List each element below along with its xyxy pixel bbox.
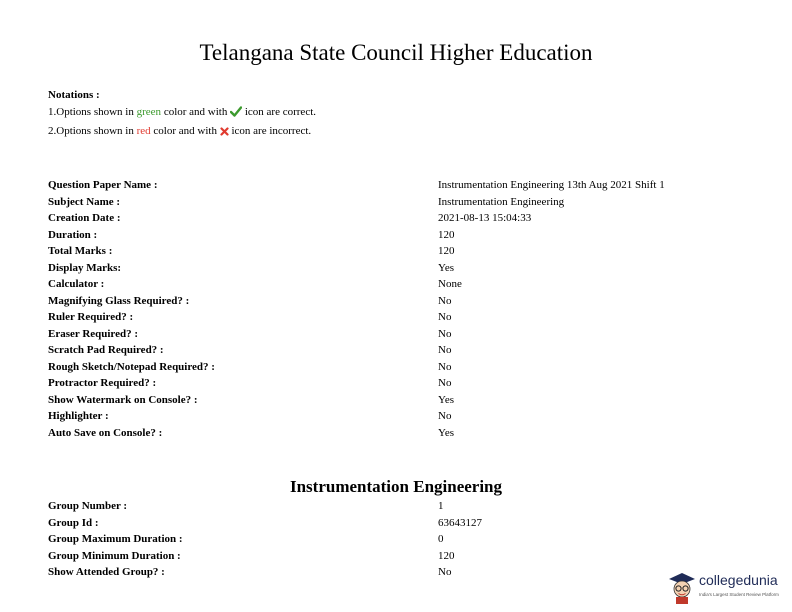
info-value: Instrumentation Engineering 13th Aug 2021 Shift 1 bbox=[438, 179, 665, 191]
notation-text: color and with bbox=[150, 125, 220, 137]
info-value: No bbox=[438, 360, 452, 373]
info-label: Group Maximum Duration : bbox=[48, 533, 183, 545]
info-label: Ruler Required? : bbox=[48, 311, 134, 323]
info-value: 63643127 bbox=[438, 516, 482, 529]
info-label: Auto Save on Console? : bbox=[48, 426, 163, 439]
info-label: Total Marks : bbox=[48, 245, 113, 257]
info-value: 120 bbox=[438, 228, 455, 241]
info-label: Protractor Required? : bbox=[48, 377, 157, 389]
info-value: 0 bbox=[438, 533, 444, 545]
logo-brand: collegedunia bbox=[699, 572, 778, 588]
notation-text: icon are incorrect. bbox=[228, 125, 312, 137]
info-value: Instrumentation Engineering bbox=[438, 195, 565, 208]
info-value: No bbox=[438, 327, 452, 340]
info-value: No bbox=[438, 566, 452, 578]
notation-text: 2.Options shown in bbox=[48, 125, 137, 137]
info-label: Group Number : bbox=[48, 500, 128, 512]
cross-icon bbox=[220, 127, 229, 139]
logo-tagline: India's Largest Student Review Platform bbox=[699, 592, 779, 597]
notation-incorrect bbox=[48, 125, 316, 139]
notations bbox=[48, 89, 316, 139]
info-value: None bbox=[438, 278, 462, 290]
info-value: No bbox=[438, 311, 452, 323]
info-value: 1 bbox=[438, 500, 444, 512]
notation-correct bbox=[48, 106, 316, 120]
info-label: Show Attended Group? : bbox=[48, 566, 165, 578]
green-word: green bbox=[136, 106, 162, 118]
info-value: 120 bbox=[438, 549, 455, 562]
info-value: No bbox=[438, 294, 452, 307]
info-label: Subject Name : bbox=[48, 195, 121, 208]
info-value: No bbox=[438, 344, 452, 356]
info-value: 2021-08-13 15:04:33 bbox=[438, 212, 532, 224]
info-label: Display Marks: bbox=[48, 261, 122, 274]
info-value: No bbox=[438, 377, 452, 389]
info-value: Yes bbox=[438, 426, 455, 439]
info-label: Creation Date : bbox=[48, 212, 121, 224]
info-value: No bbox=[438, 410, 452, 422]
info-label: Magnifying Glass Required? : bbox=[48, 294, 190, 307]
info-label: Rough Sketch/Notepad Required? : bbox=[48, 360, 215, 373]
info-label: Calculator : bbox=[48, 278, 105, 290]
info-label: Duration : bbox=[48, 228, 98, 241]
info-label: Group Minimum Duration : bbox=[48, 549, 181, 562]
notation-text: color and with bbox=[161, 106, 231, 118]
info-value: Yes bbox=[438, 393, 455, 406]
notation-text: 1.Options shown in bbox=[48, 106, 137, 118]
section-title: Instrumentation Engineering bbox=[289, 477, 503, 496]
page-title: Telangana State Council Higher Education bbox=[199, 40, 593, 65]
notation-text: icon are correct. bbox=[242, 106, 317, 118]
notations-header: Notations : bbox=[48, 89, 100, 101]
mascot-icon bbox=[668, 570, 696, 604]
info-label: Question Paper Name : bbox=[48, 179, 158, 191]
info-label: Scratch Pad Required? : bbox=[48, 344, 164, 356]
info-label: Eraser Required? : bbox=[48, 327, 139, 340]
red-word: red bbox=[136, 125, 151, 137]
info-value: Yes bbox=[438, 261, 455, 274]
check-icon bbox=[230, 106, 242, 120]
info-value: 120 bbox=[438, 245, 455, 257]
info-label: Show Watermark on Console? : bbox=[48, 393, 198, 406]
info-label: Highlighter : bbox=[48, 410, 109, 422]
info-label: Group Id : bbox=[48, 516, 99, 529]
collegedunia-logo bbox=[668, 570, 780, 606]
